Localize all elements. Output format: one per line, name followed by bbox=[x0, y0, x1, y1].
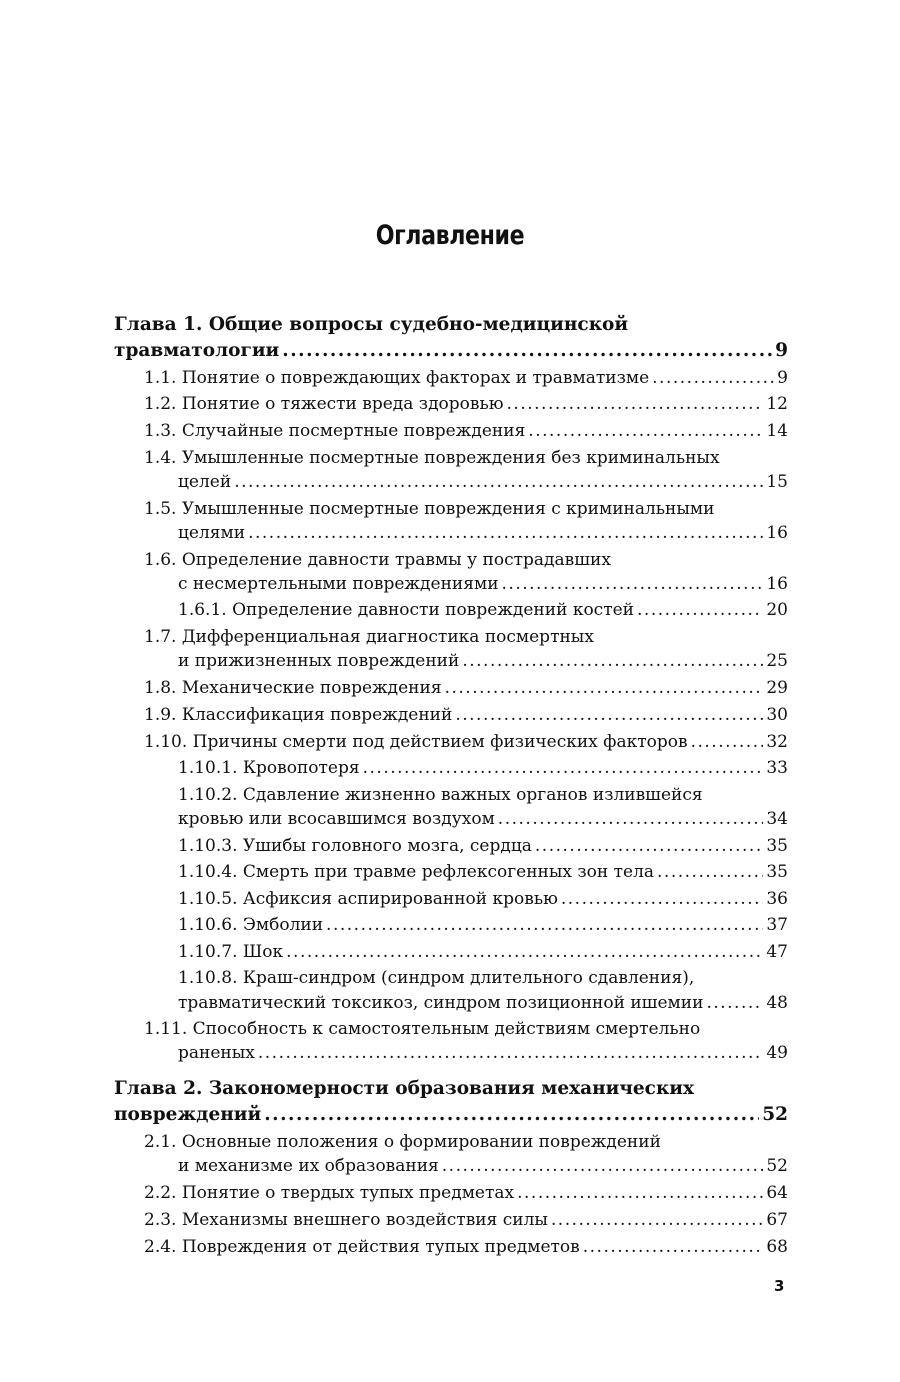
toc-entry[interactable]: и прижизненных повреждений ..... 25 bbox=[178, 649, 788, 674]
toc-entry[interactable]: травматологии ..... 9 bbox=[114, 338, 788, 363]
toc-entry[interactable]: 1.3. Случайные посмертные повреждения ..... 14 bbox=[144, 419, 788, 444]
toc-entry[interactable]: 2.2. Понятие о твердых тупых предметах ..... 64 bbox=[144, 1181, 788, 1206]
toc-entry[interactable]: 1.9. Классификация повреждений ..... 30 bbox=[144, 703, 788, 728]
toc-entry-line: 1.5. Умышленные посмертные повреждения с криминальными bbox=[144, 499, 715, 519]
toc-entry[interactable]: раненых ..... 49 bbox=[178, 1041, 788, 1066]
page-number: 3 bbox=[774, 1277, 785, 1295]
toc-entry[interactable]: кровью или всосавшимся воздухом ..... 34 bbox=[178, 807, 788, 832]
toc-entry[interactable]: 2.4. Повреждения от действия тупых предметов ..... 68 bbox=[144, 1235, 788, 1260]
toc-entry[interactable]: 1.10. Причины смерти под действием физических факторов ..... 32 bbox=[144, 730, 788, 755]
toc-entry[interactable]: 1.10.5. Асфиксия аспирированной кровью ..... 36 bbox=[178, 887, 788, 912]
toc-entry[interactable]: 1.10.4. Смерть при травме рефлексогенных зон тела ..... 35 bbox=[178, 860, 788, 885]
toc-entry[interactable]: 1.10.7. Шок ..... 47 bbox=[178, 940, 788, 965]
toc-entry-line: 1.6. Определение давности травмы у пострадавших bbox=[144, 550, 611, 570]
toc-chapter-title: Глава 2. Закономерности образования механических bbox=[114, 1078, 695, 1099]
toc-entry[interactable]: 1.6.1. Определение давности повреждений костей ..... 20 bbox=[178, 598, 788, 623]
toc-entry-line: 1.4. Умышленные посмертные повреждения без криминальных bbox=[144, 448, 720, 468]
toc-entry[interactable]: 1.2. Понятие о тяжести вреда здоровью ..... 12 bbox=[144, 392, 788, 417]
toc-entry[interactable]: 2.3. Механизмы внешнего воздействия силы ..... 67 bbox=[144, 1208, 788, 1233]
toc-entry[interactable]: целями ..... 16 bbox=[178, 521, 788, 546]
toc-entry[interactable]: повреждений ..... 52 bbox=[114, 1102, 788, 1127]
toc-entry[interactable]: 1.8. Механические повреждения ..... 29 bbox=[144, 676, 788, 701]
toc-entry[interactable]: с несмертельными повреждениями ..... 16 bbox=[178, 572, 788, 597]
toc-entry[interactable]: 1.10.6. Эмболии ..... 37 bbox=[178, 913, 788, 938]
toc-chapter-title: Глава 1. Общие вопросы судебно-медицинской bbox=[114, 314, 629, 335]
toc-entry[interactable]: 1.10.3. Ушибы головного мозга, сердца ..... 35 bbox=[178, 834, 788, 859]
toc-entry-line: 2.1. Основные положения о формировании повреждений bbox=[144, 1132, 661, 1152]
toc-entry[interactable]: 1.1. Понятие о повреждающих факторах и травматизме ..... 9 bbox=[144, 366, 788, 391]
toc-entry-line: 1.11. Способность к самостоятельным действиям смертельно bbox=[144, 1019, 701, 1039]
toc-entry-line: 1.10.8. Краш-синдром (синдром длительного сдавления), bbox=[178, 968, 695, 988]
toc-entry[interactable]: и механизме их образования ..... 52 bbox=[178, 1154, 788, 1179]
toc-entry[interactable]: целей ..... 15 bbox=[178, 470, 788, 495]
toc-entry-line: 1.10.2. Сдавление жизненно важных органов излившейся bbox=[178, 785, 703, 805]
toc-entry-line: 1.7. Дифференциальная диагностика посмертных bbox=[144, 627, 594, 647]
toc-entry[interactable]: 1.10.1. Кровопотеря ..... 33 bbox=[178, 756, 788, 781]
toc-entry[interactable]: травматический токсикоз, синдром позиционной ишемии ..... 48 bbox=[178, 991, 788, 1016]
page-title: Оглавление bbox=[375, 220, 525, 251]
